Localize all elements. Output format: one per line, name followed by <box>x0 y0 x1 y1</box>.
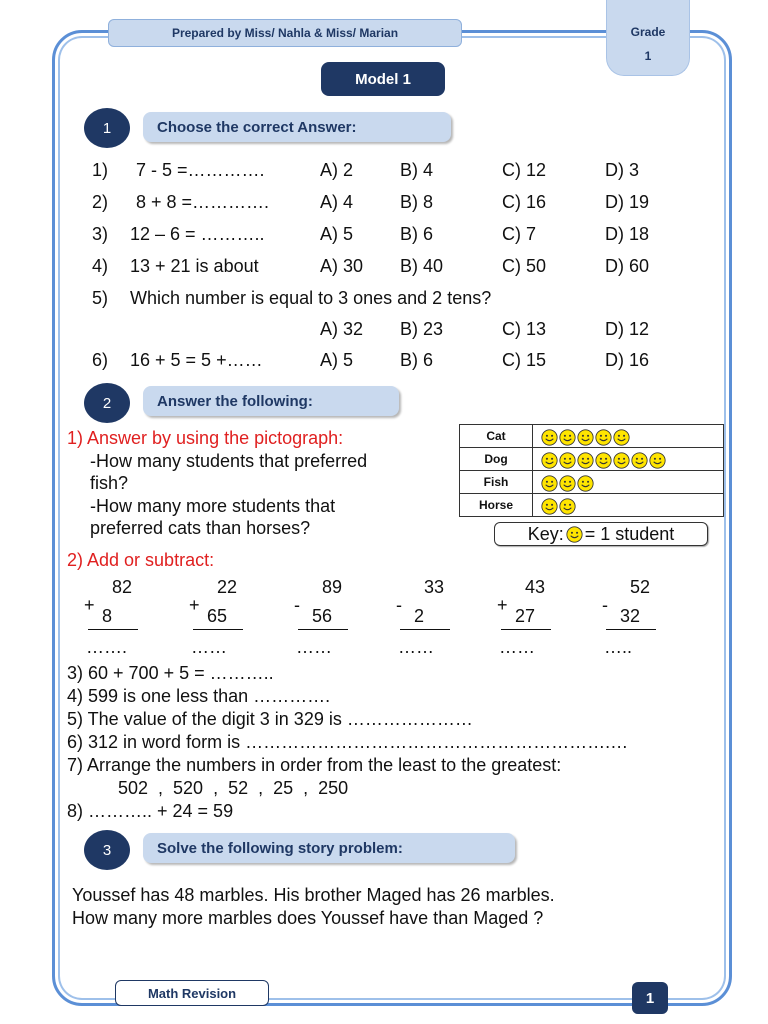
pictograph-label: Fish <box>460 471 533 494</box>
pictograph-question-line: preferred cats than horses? <box>90 518 311 538</box>
pictograph-table <box>459 424 724 517</box>
operand-top: 22 <box>216 577 237 597</box>
section-number-1: 1 <box>84 108 130 148</box>
answer-blank: ….. <box>604 637 633 657</box>
operand-bottom: 8 <box>102 606 113 626</box>
section-title-2: Answer the following: <box>143 386 399 416</box>
choice-d: D) 18 <box>605 224 650 244</box>
smiley-icon <box>631 452 648 469</box>
section-title-3: Solve the following story problem: <box>143 833 515 863</box>
smiley-icon <box>541 452 558 469</box>
pictograph-row <box>460 494 724 517</box>
answer-blank: …… <box>499 637 535 657</box>
question-5: 5) The value of the digit 3 in 329 is ………………… <box>67 709 473 729</box>
answer-line <box>88 629 138 630</box>
smiley-icon <box>559 452 576 469</box>
operator-sign: + <box>84 595 95 615</box>
section-number-2: 2 <box>84 383 130 423</box>
grade-tab <box>606 0 690 76</box>
operand-top: 82 <box>111 577 132 597</box>
operand-top: 33 <box>423 577 444 597</box>
operand-top: 52 <box>629 577 650 597</box>
choice-a: A) 32 <box>320 319 364 339</box>
add-subtract-title: 2) Add or subtract: <box>67 550 215 570</box>
question-text: Which number is equal to 3 ones and 2 tens? <box>130 288 492 308</box>
operator-sign: - <box>396 595 402 615</box>
question-4: 4) 599 is one less than …………. <box>67 686 331 706</box>
key-suffix: = 1 student <box>584 524 675 544</box>
pictograph-label: Cat <box>460 425 533 448</box>
smiley-icon <box>595 429 612 446</box>
operand-bottom: 2 <box>414 606 425 626</box>
choice-a: A) 4 <box>320 192 354 212</box>
pictograph-question-title: 1) Answer by using the pictograph: <box>67 428 344 448</box>
answer-blank: …… <box>398 637 434 657</box>
grade-value: 1 <box>644 49 652 63</box>
question-text: 12 – 6 = ……….. <box>130 224 265 244</box>
answer-line <box>298 629 348 630</box>
question-number: 1) <box>92 160 109 180</box>
answer-blank: …… <box>191 637 227 657</box>
choice-d: D) 3 <box>605 160 640 180</box>
subject-label: Math Revision <box>115 980 269 1006</box>
section-title-1: Choose the correct Answer: <box>143 112 451 142</box>
answer-line <box>400 629 450 630</box>
smiley-icon <box>566 526 583 543</box>
operand-top: 89 <box>321 577 342 597</box>
question-number: 6) <box>92 350 109 370</box>
choice-a: A) 5 <box>320 224 354 244</box>
choice-b: B) 8 <box>400 192 434 212</box>
question-number: 2) <box>92 192 109 212</box>
choice-c: C) 15 <box>502 350 547 370</box>
pictograph-label: Dog <box>460 448 533 471</box>
question-number: 5) <box>92 288 109 308</box>
smiley-icon <box>613 429 630 446</box>
question-6: 6) 312 in word form is …………………………………………………….… <box>67 732 629 752</box>
pictograph-symbols <box>533 494 724 517</box>
choice-b: B) 4 <box>400 160 434 180</box>
pictograph-row <box>460 448 724 471</box>
prepared-by-banner: Prepared by Miss/ Nahla & Miss/ Marian <box>108 19 462 47</box>
story-problem-line: How many more marbles does Youssef have than Maged ? <box>72 908 544 928</box>
smiley-icon <box>541 475 558 492</box>
choice-a: A) 5 <box>320 350 354 370</box>
smiley-icon <box>577 429 594 446</box>
choice-d: D) 19 <box>605 192 650 212</box>
choice-b: B) 6 <box>400 350 434 370</box>
choice-b: B) 23 <box>400 319 444 339</box>
question-8: 8) ……….. + 24 = 59 <box>67 801 234 821</box>
key-prefix: Key: <box>527 524 564 544</box>
operand-bottom: 27 <box>515 606 536 626</box>
operand-bottom: 56 <box>312 606 333 626</box>
choice-d: D) 60 <box>605 256 650 276</box>
choice-b: B) 6 <box>400 224 434 244</box>
choice-c: C) 16 <box>502 192 547 212</box>
operand-bottom: 65 <box>207 606 228 626</box>
pictograph-symbols <box>533 448 724 471</box>
question-7: 7) Arrange the numbers in order from the least to the greatest: <box>67 755 562 775</box>
question-text: 7 - 5 =…………. <box>136 160 265 180</box>
pictograph-label: Horse <box>460 494 533 517</box>
choice-a: A) 2 <box>320 160 354 180</box>
choice-d: D) 12 <box>605 319 650 339</box>
question-text: 13 + 21 is about <box>130 256 259 276</box>
choice-c: C) 50 <box>502 256 547 276</box>
page-number: 1 <box>632 982 668 1014</box>
answer-blank: ……. <box>86 637 128 657</box>
operator-sign: + <box>189 595 200 615</box>
grade-label: Grade <box>630 25 666 39</box>
answer-blank: …… <box>296 637 332 657</box>
question-text: 8 + 8 =…………. <box>136 192 270 212</box>
pictograph-row <box>460 425 724 448</box>
smiley-icon <box>541 498 558 515</box>
question-number: 4) <box>92 256 109 276</box>
model-title: Model 1 <box>321 62 445 96</box>
choice-c: C) 12 <box>502 160 547 180</box>
question-7-numbers: 502 , 520 , 52 , 25 , 250 <box>118 778 349 798</box>
operand-top: 43 <box>524 577 545 597</box>
question-number: 3) <box>92 224 109 244</box>
smiley-icon <box>559 498 576 515</box>
pictograph-question-line: fish? <box>90 473 129 493</box>
choice-c: C) 13 <box>502 319 547 339</box>
smiley-icon <box>559 429 576 446</box>
pictograph-symbols <box>533 471 724 494</box>
choice-d: D) 16 <box>605 350 650 370</box>
answer-line <box>501 629 551 630</box>
smiley-icon <box>577 452 594 469</box>
pictograph-question-line: -How many students that preferred <box>90 451 368 471</box>
pictograph-symbols <box>533 425 724 448</box>
smiley-icon <box>649 452 666 469</box>
smiley-icon <box>541 429 558 446</box>
story-problem-line: Youssef has 48 marbles. His brother Maged has 26 marbles. <box>72 885 555 905</box>
operator-sign: - <box>294 595 300 615</box>
smiley-icon <box>595 452 612 469</box>
pictograph-key <box>494 522 708 546</box>
operator-sign: - <box>602 595 608 615</box>
section-number-3: 3 <box>84 830 130 870</box>
pictograph-row <box>460 471 724 494</box>
question-text: 16 + 5 = 5 +…… <box>130 350 263 370</box>
smiley-icon <box>613 452 630 469</box>
choice-c: C) 7 <box>502 224 537 244</box>
pictograph-question-line: -How many more students that <box>90 496 336 516</box>
smiley-icon <box>577 475 594 492</box>
answer-line <box>193 629 243 630</box>
question-3: 3) 60 + 700 + 5 = ……….. <box>67 663 274 683</box>
operand-bottom: 32 <box>620 606 641 626</box>
smiley-icon <box>559 475 576 492</box>
operator-sign: + <box>497 595 508 615</box>
answer-line <box>606 629 656 630</box>
choice-b: B) 40 <box>400 256 444 276</box>
choice-a: A) 30 <box>320 256 364 276</box>
